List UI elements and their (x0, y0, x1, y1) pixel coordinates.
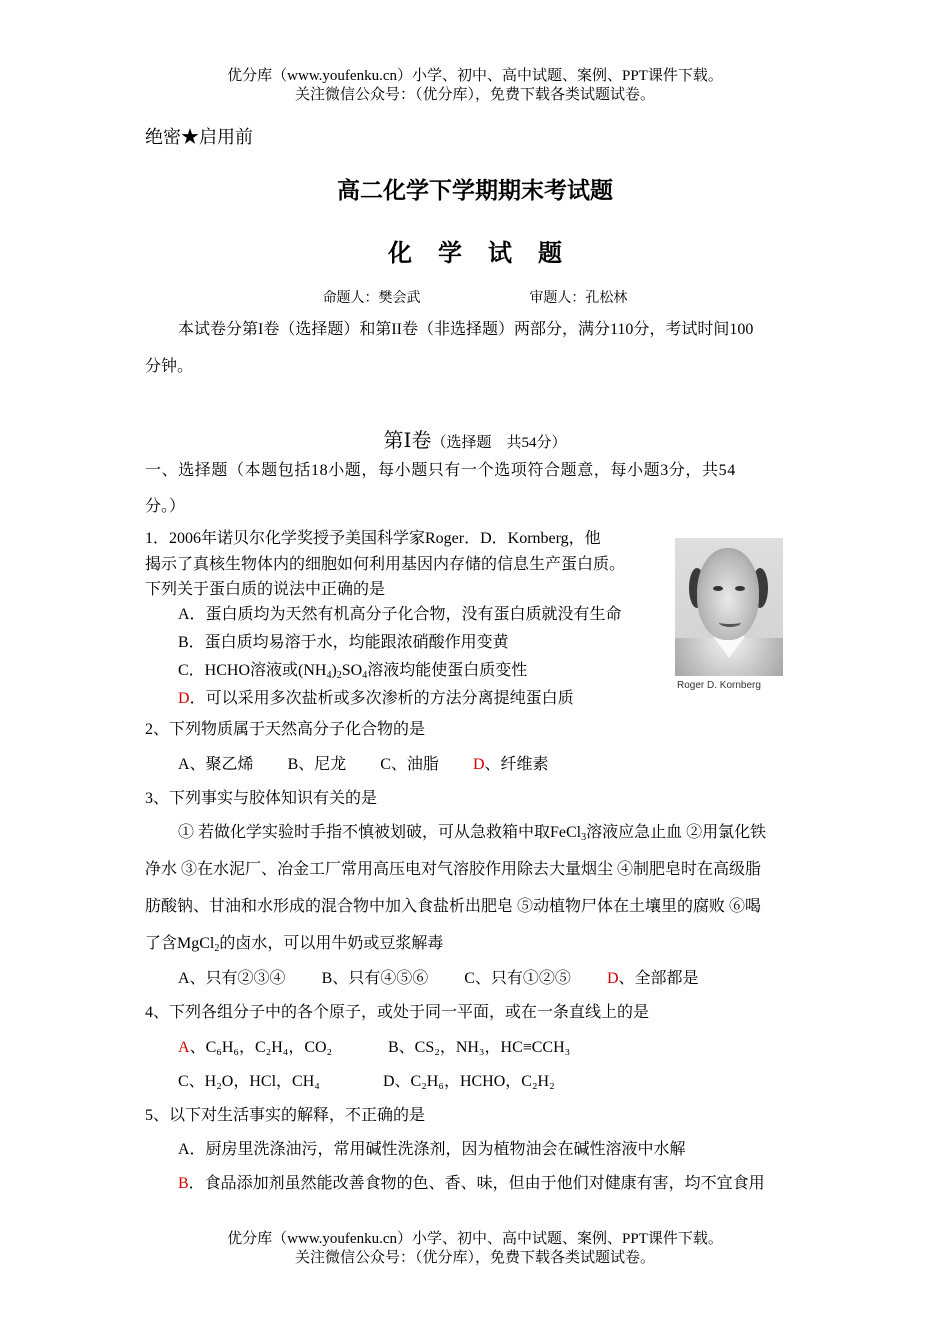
header-line-1: 优分库（www.youfenku.cn）小学、初中、高中试题、案例、PPT课件下载。 (227, 68, 723, 84)
q3-text-line-3: 肪酸钠、甘油和水形成的混合物中加入食盐析出肥皂 ⑤动植物尸体在土壤里的腐败 ⑥喝 (145, 898, 762, 915)
header-line-2: 关注微信公众号：（优分库），免费下载各类试题试卷。 (294, 87, 655, 103)
q3-text-line-4: 了含MgCl$_2$的卤水，可以用牛奶或豆浆解毒 (145, 935, 444, 954)
answer-marker: D (606, 970, 619, 987)
photo-caption: Roger D. Kornberg (675, 676, 783, 696)
answer-marker: B (178, 1175, 189, 1192)
footer-line-1: 优分库（www.youfenku.cn）小学、初中、高中试题、案例、PPT课件下载。 (227, 1231, 723, 1247)
intro-line-2: 分钟。 (145, 358, 194, 375)
q1-option-a: A．蛋白质均为天然有机高分子化合物，没有蛋白质就没有生命 (178, 606, 622, 623)
footer-line-2: 关注微信公众号：（优分库），免费下载各类试题试卷。 (294, 1250, 655, 1266)
q1-option-d: D．可以采用多次盐析或多次渗析的方法分离提纯蛋白质 (178, 690, 574, 707)
page-header (0, 67, 950, 105)
q4-option-c: C、H₂O，HCl，CH₄ (178, 1073, 320, 1090)
q3-option-c: C、只有①②⑤ (464, 970, 571, 987)
answer-marker: D (178, 690, 190, 707)
q4-option-b: B、CS₂，NH₃，HC≡CCH₃ (388, 1039, 571, 1056)
q4-stem: 4、下列各组分子中的各个原子，或处于同一平面，或在一条直线上的是 (145, 1004, 650, 1021)
q3-option-b: B、只有④⑤⑥ (321, 970, 429, 987)
q1-stem-line-1: 1．2006年诺贝尔化学奖授予美国科学家Roger．D．Kornberg，他 (145, 530, 601, 547)
q2-option-d: 、纤维素 (484, 756, 549, 773)
q3-options (178, 969, 699, 989)
q2-stem: 2、下列物质属于天然高分子化合物的是 (145, 721, 426, 738)
q3-text-line-1: ① 若做化学实验时手指不慎被划破，可从急救箱中取FeCl$_3$溶液应急止血 ②用氯化铁 (178, 824, 767, 843)
q3-stem: 3、下列事实与胶体知识有关的是 (145, 790, 378, 807)
intro-line-1: 本试卷分第I卷（选择题）和第II卷（非选择题）两部分，满分110分，考试时间100 (178, 321, 754, 338)
authors-line (0, 287, 950, 307)
answer-marker: D (472, 756, 485, 773)
section-heading (0, 424, 950, 453)
q1-stem-line-3: 下列关于蛋白质的说法中正确的是 (145, 581, 386, 598)
instructions-line-2: 分。） (145, 498, 186, 515)
page-footer (0, 1230, 950, 1268)
section-main: 第Ⅰ卷 (383, 430, 432, 452)
exam-subtitle: 化学试题 (388, 241, 588, 267)
section-note: （选择题 共54分） (431, 435, 567, 451)
confidential-mark: 绝密★启用前 (145, 127, 253, 147)
exam-title: 高二化学下学期期末考试题 (337, 178, 613, 203)
q2-option-c: C、油脂 (380, 756, 439, 773)
q4-option-a: A、C₆H₆，C₂H₄，CO₂ (178, 1039, 333, 1056)
instructions-line-1: 一、选择题（本题包括18小题，每小题只有一个选项符合题意，每小题3分，共54 (145, 462, 736, 479)
q2-option-b: B、尼龙 (287, 756, 347, 773)
reviewer-name: 审题人：孔松林 (529, 290, 628, 306)
q5-option-b: B．食品添加剂虽然能改善食物的色、香、味，但由于他们对健康有害，均不宜食用 (178, 1175, 765, 1192)
q1-stem-line-2: 揭示了真核生物体内的细胞如何利用基因内存储的信息生产蛋白质。 (145, 556, 626, 573)
kornberg-photo (675, 538, 783, 696)
q3-option-a: A、只有②③④ (178, 970, 286, 987)
q1-option-c: C．HCHO溶液或$(NH_4)_2SO_4$溶液均能使蛋白质变性 (178, 662, 528, 681)
q1-option-b: B．蛋白质均易溶于水，均能跟浓硝酸作用变黄 (178, 634, 509, 651)
writer-name: 命题人：樊会武 (322, 290, 421, 306)
q5-stem: 5、以下对生活事实的解释，不正确的是 (145, 1107, 426, 1124)
q3-text-line-2: 净水 ③在水泥厂、冶金工厂常用高压电对气溶胶作用除去大量烟尘 ④制肥皂时在高级脂 (145, 861, 762, 878)
q5-option-a: A．厨房里洗涤油污，常用碱性洗涤剂，因为植物油会在碱性溶液中水解 (178, 1141, 686, 1158)
q4-option-d: D、C₂H₆，HCHO，C₂H₂ (383, 1073, 555, 1090)
answer-marker: A (178, 1039, 190, 1056)
q2-options (178, 755, 549, 775)
q3-option-d: 、全部都是 (618, 970, 699, 987)
q2-option-a: A、聚乙烯 (178, 756, 254, 773)
